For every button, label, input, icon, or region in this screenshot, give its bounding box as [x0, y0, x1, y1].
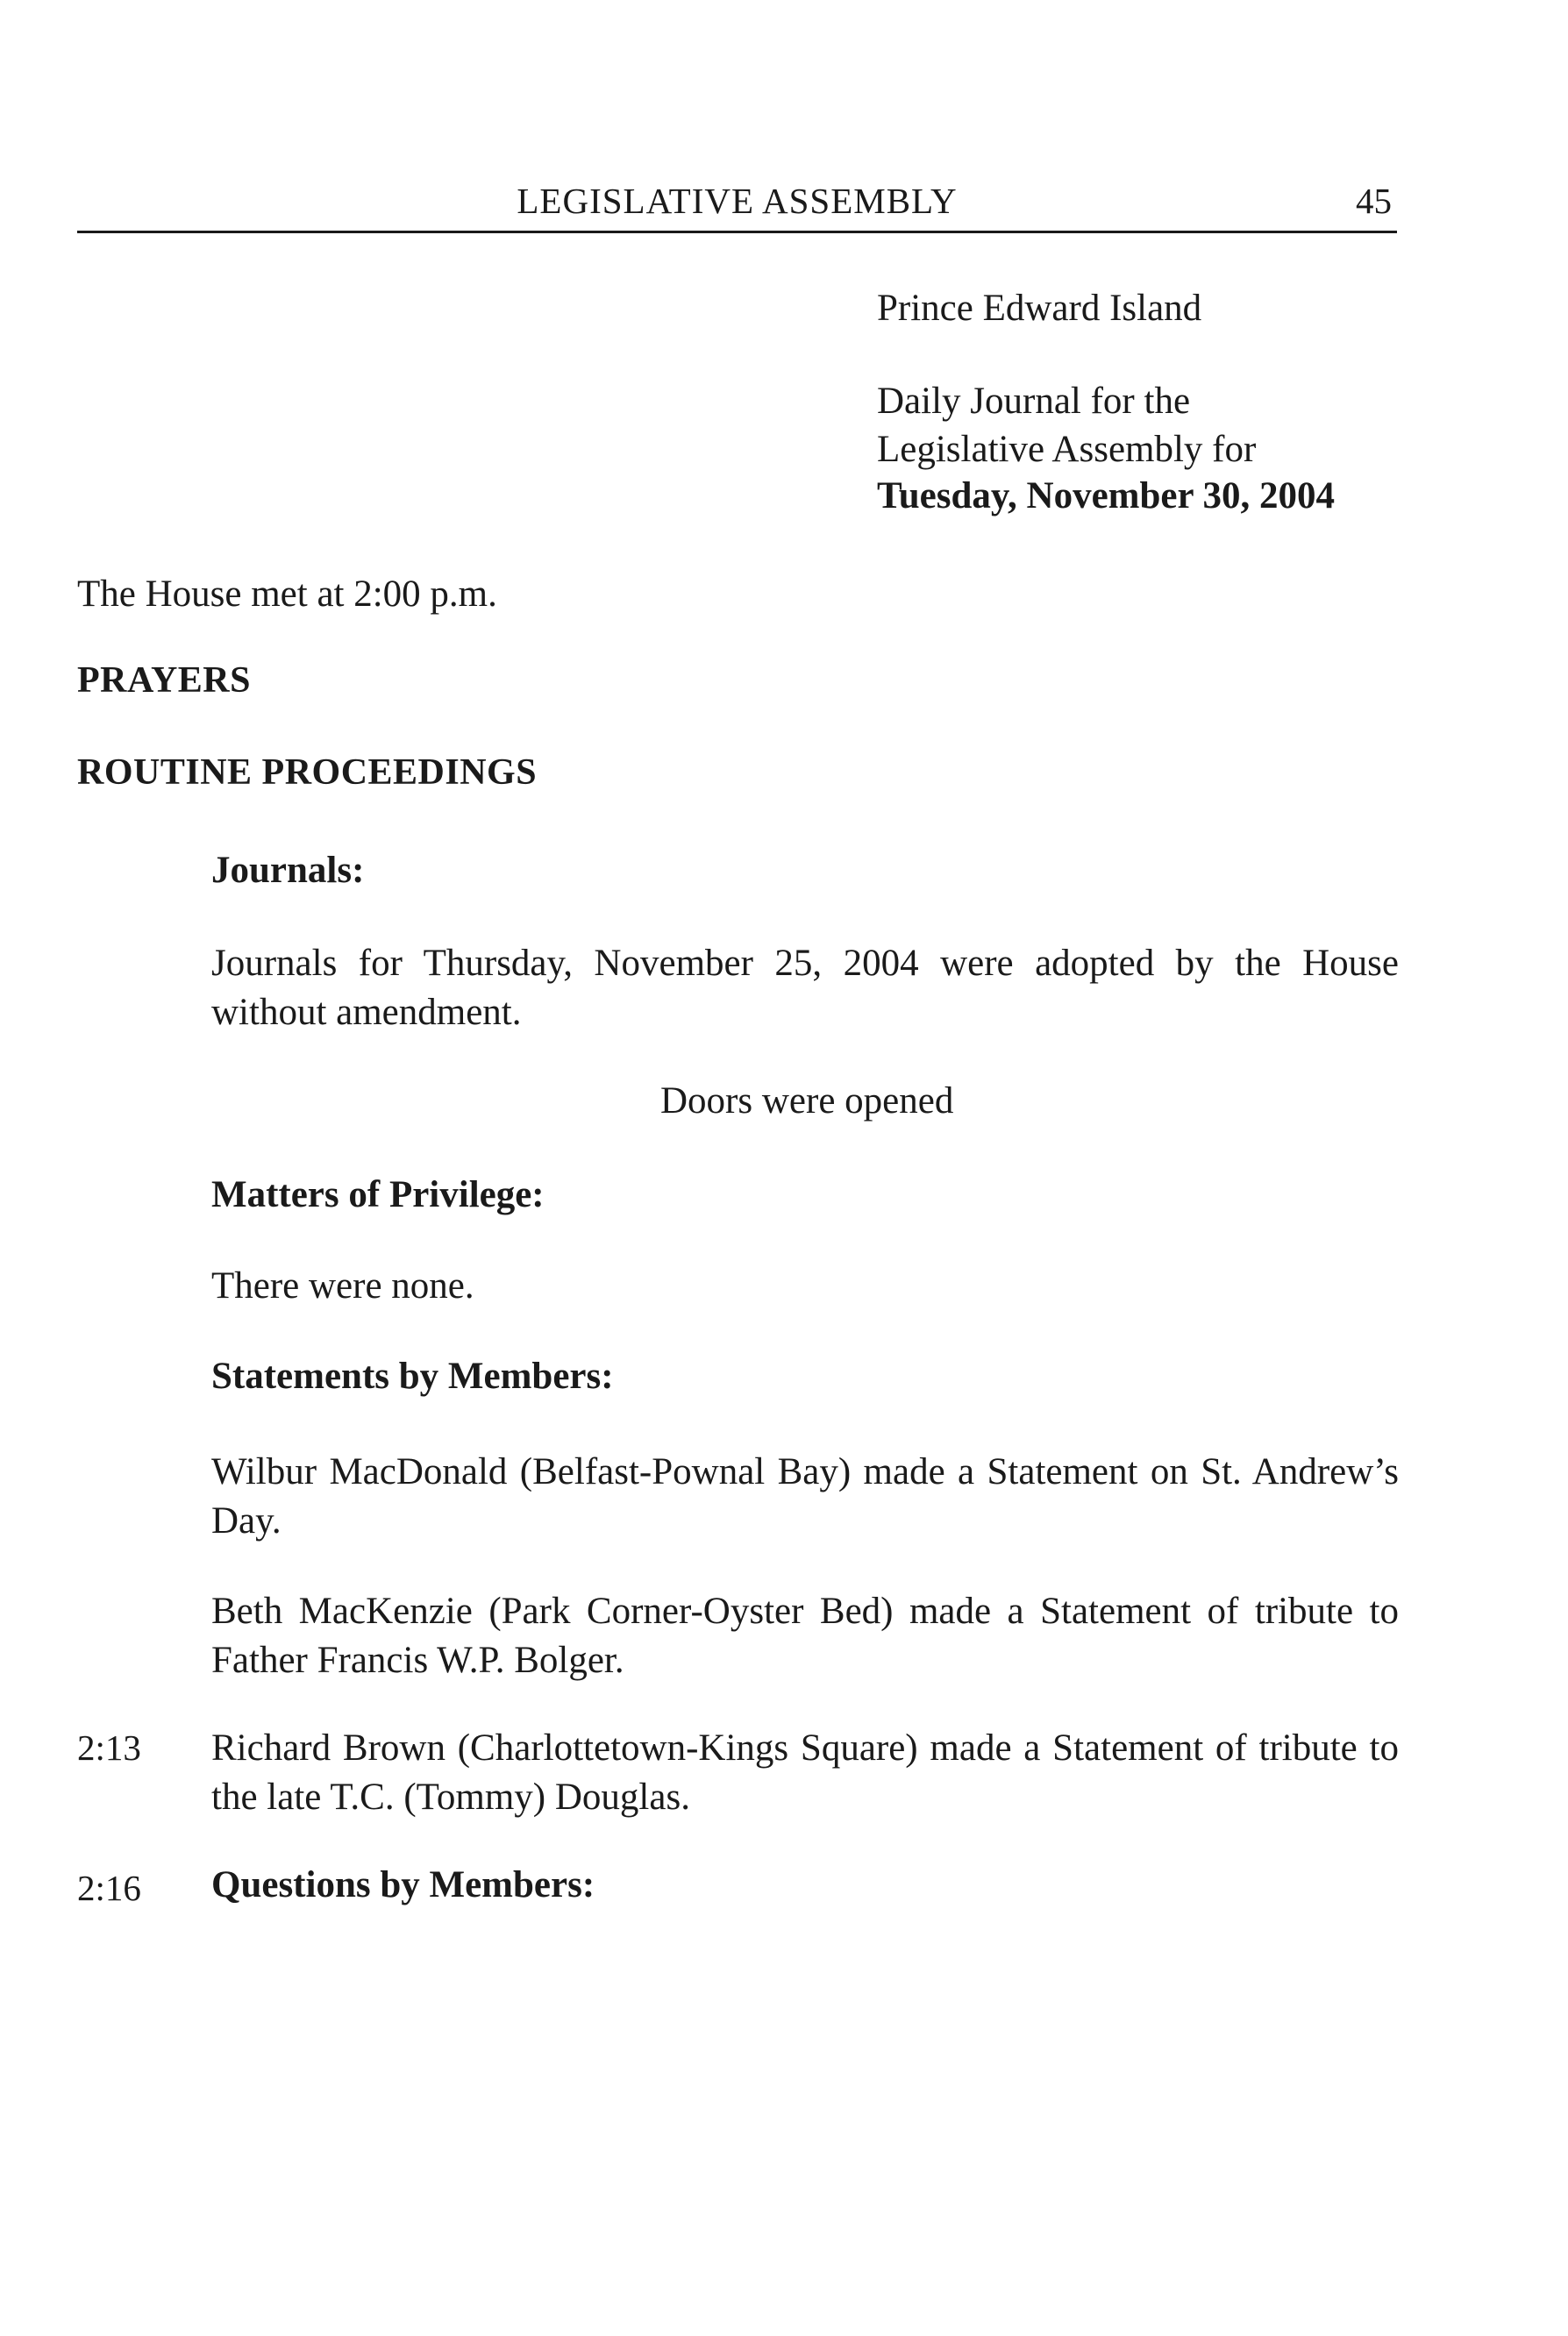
privilege-heading: Matters of Privilege: — [211, 1174, 545, 1215]
statements-heading: Statements by Members: — [211, 1356, 614, 1397]
journals-heading: Journals: — [211, 850, 365, 891]
routine-proceedings-heading: ROUTINE PROCEEDINGS — [77, 752, 538, 793]
running-header — [77, 180, 1397, 233]
statement-item: Wilbur MacDonald (Belfast-Pownal Bay) made a Statement on St. Andrew’s Day. — [211, 1451, 1399, 1542]
privilege-text: There were none. — [211, 1265, 474, 1307]
questions-heading: Questions by Members: — [211, 1864, 595, 1905]
journal-title-line-2: Legislative Assembly for — [877, 429, 1257, 470]
journal-title-line-1: Daily Journal for the — [877, 381, 1191, 422]
journal-date: Tuesday, November 30, 2004 — [877, 475, 1336, 516]
margin-time: 2:16 — [77, 1868, 141, 1908]
running-title: LEGISLATIVE ASSEMBLY — [517, 181, 958, 221]
doors-note: Doors were opened — [660, 1080, 954, 1122]
opening-statement: The House met at 2:00 p.m. — [77, 573, 497, 615]
prayers-heading: PRAYERS — [77, 660, 251, 701]
page-number: 45 — [1356, 181, 1392, 221]
margin-time: 2:13 — [77, 1727, 141, 1768]
province-name: Prince Edward Island — [877, 288, 1202, 329]
journals-paragraph: Journals for Thursday, November 25, 2004 were adopted by the House without amendment. — [211, 943, 1399, 1033]
statement-item: Beth MacKenzie (Park Corner-Oyster Bed) made a Statement of tribute to Father Francis W.P. Bolger. — [211, 1591, 1399, 1681]
statement-item: Richard Brown (Charlottetown-Kings Square) made a Statement of tribute to the late T.C. (Tommy) Douglas. — [211, 1727, 1399, 1818]
